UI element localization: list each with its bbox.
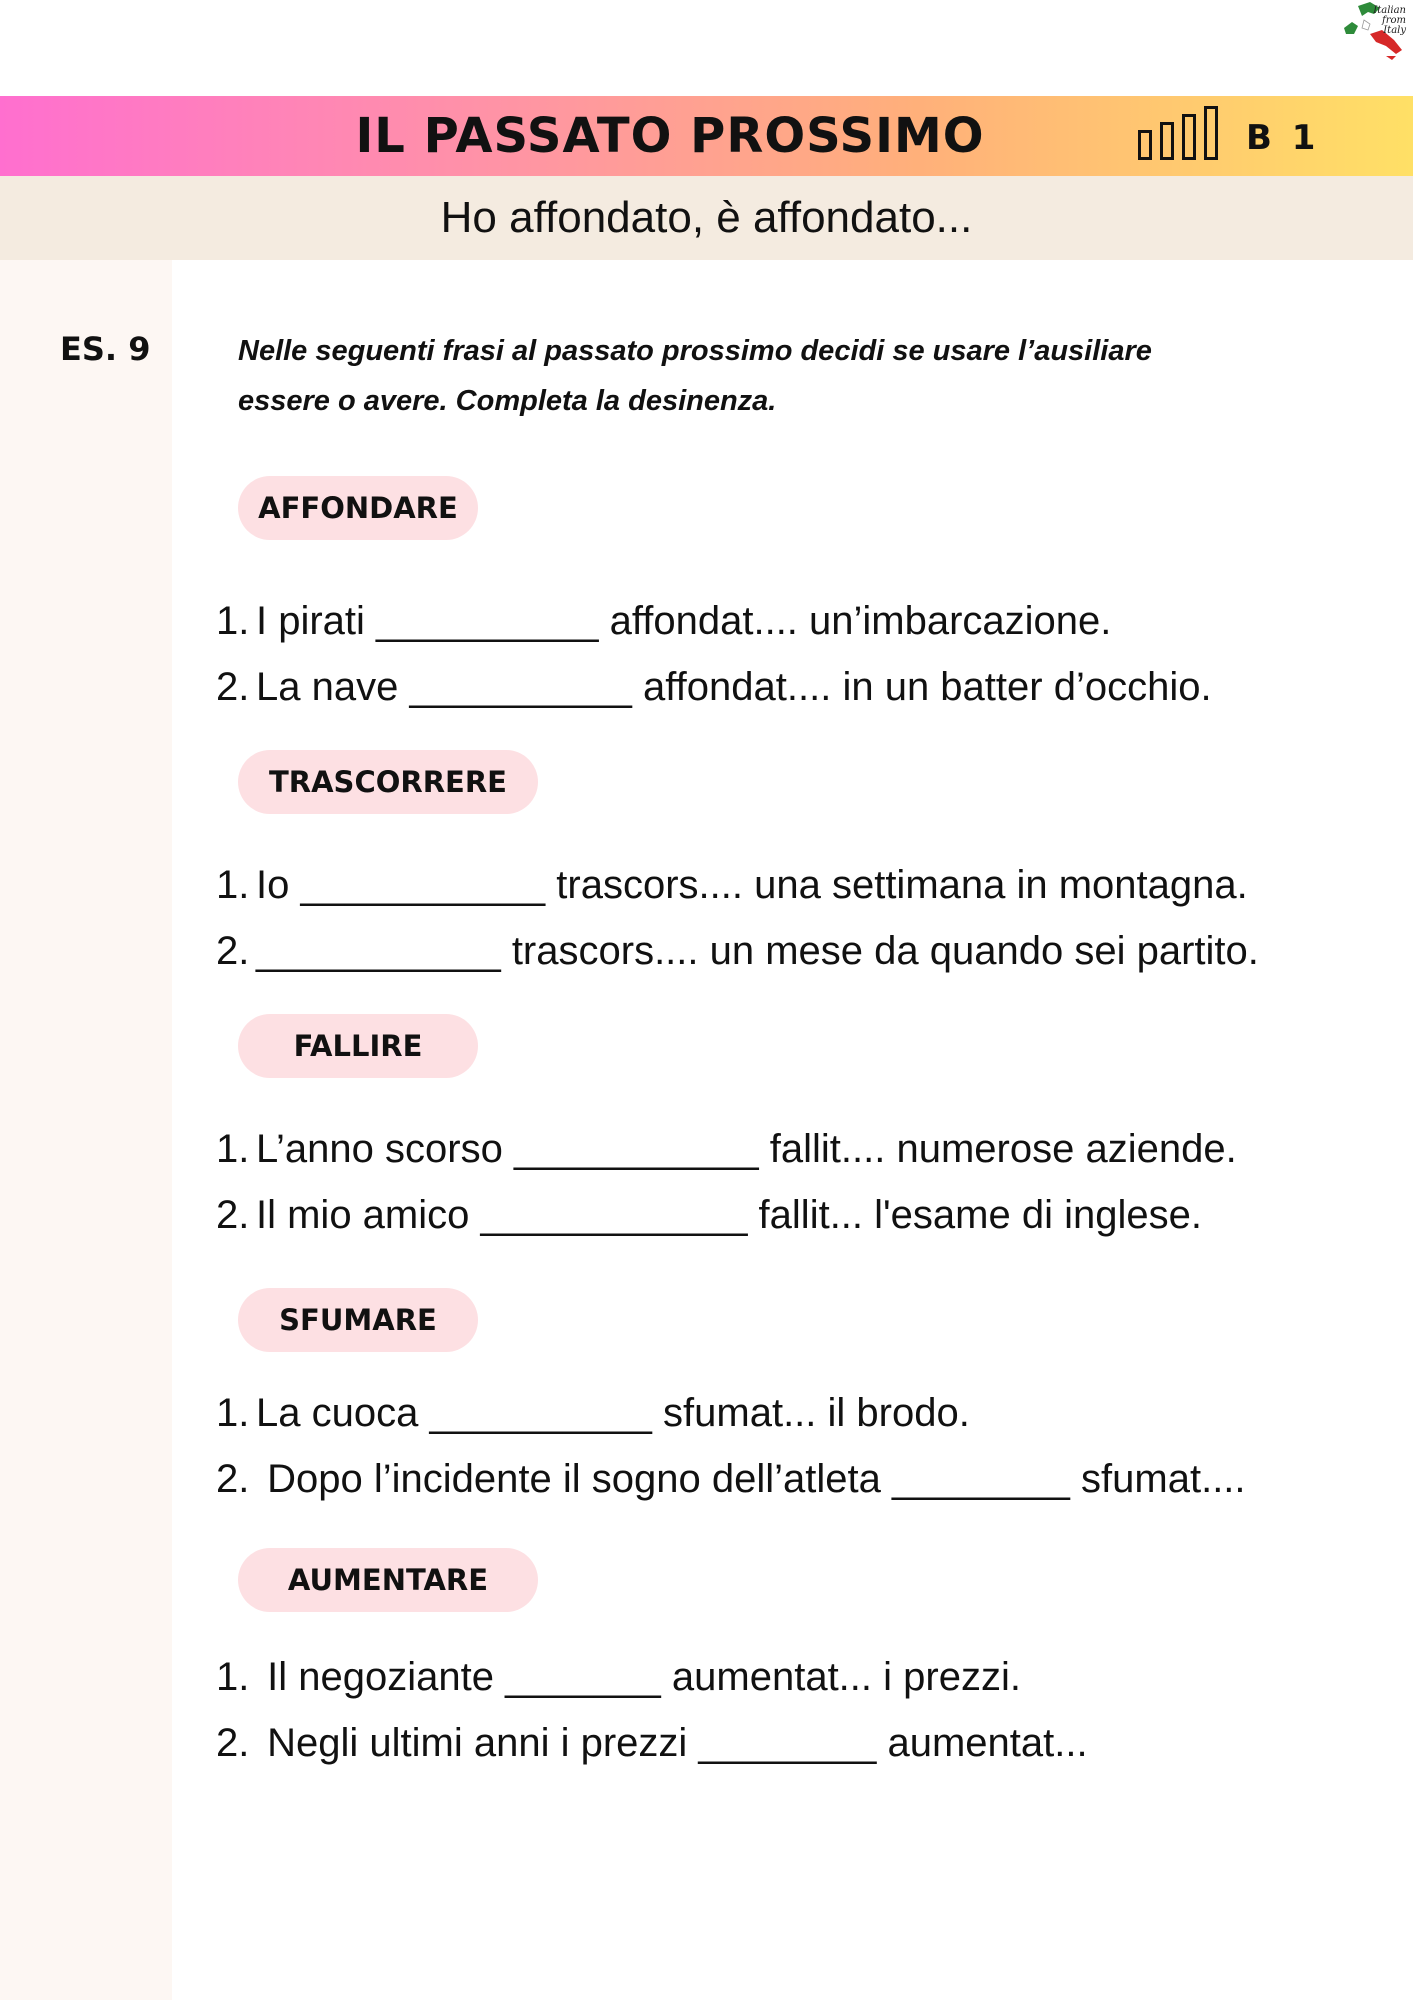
sentence-item xyxy=(216,1652,1021,1702)
sentence-item xyxy=(216,596,1111,646)
sentence-item xyxy=(216,860,1248,910)
verb-pill-trascorrere: TRASCORRERE xyxy=(238,750,538,814)
sentence-item xyxy=(216,1718,1088,1768)
sentence-number: 1. xyxy=(216,1127,250,1171)
left-margin-strip xyxy=(0,260,172,2000)
sentence-text: L’anno scorso ___________ fallit.... numerose aziende. xyxy=(256,1127,1237,1171)
sentence-text: Il mio amico ____________ fallit... l'esame di inglese. xyxy=(256,1193,1202,1237)
sentence-item xyxy=(216,1124,1237,1174)
sentence-text: La cuoca __________ sfumat... il brodo. xyxy=(256,1391,970,1435)
level-bar-1 xyxy=(1138,130,1152,160)
sentence-text: La nave __________ affondat.... in un batter d’occhio. xyxy=(256,665,1212,709)
sentence-text: Il negoziante _______ aumentat... i prezzi. xyxy=(256,1655,1021,1699)
sentence-text: ___________ trascors.... un mese da quando sei partito. xyxy=(256,929,1259,973)
sentence-number: 2. xyxy=(216,929,250,973)
sentence-number: 2. xyxy=(216,1721,250,1765)
exercise-number: ES. 9 xyxy=(60,330,151,368)
sentence-number: 1. xyxy=(216,1391,250,1435)
sentence-item xyxy=(216,1190,1202,1240)
sentence-text: I pirati __________ affondat.... un’imbarcazione. xyxy=(256,599,1112,643)
level-bar-4 xyxy=(1204,106,1218,160)
sentence-text: Negli ultimi anni i prezzi ________ aumentat... xyxy=(256,1721,1088,1765)
subtitle-band xyxy=(0,176,1413,260)
sentence-number: 1. xyxy=(216,599,250,643)
logo-text: Italian from Italy xyxy=(1373,5,1406,36)
sentence-number: 2. xyxy=(216,1193,250,1237)
sentence-number: 2. xyxy=(216,1457,250,1501)
level-label: B 1 xyxy=(1246,118,1320,158)
sentence-number: 1. xyxy=(216,1655,250,1699)
instructions-line-2: essere o avere. Completa la desinenza. xyxy=(238,385,777,417)
sentence-item xyxy=(216,662,1212,712)
level-bar-2 xyxy=(1160,122,1174,160)
sentence-item xyxy=(216,1454,1246,1504)
sentence-number: 1. xyxy=(216,863,250,907)
page-subtitle: Ho affondato, è affondato... xyxy=(440,193,973,242)
page-title: IL PASSATO PROSSIMO xyxy=(355,108,985,164)
sentence-text: Io ___________ trascors.... una settimana in montagna. xyxy=(256,863,1248,907)
sentence-item xyxy=(216,1388,970,1438)
verb-pill-fallire: FALLIRE xyxy=(238,1014,478,1078)
verb-pill-sfumare: SFUMARE xyxy=(238,1288,478,1352)
verb-pill-affondare: AFFONDARE xyxy=(238,476,478,540)
level-bars-icon xyxy=(1138,96,1226,176)
italian-from-italy-logo xyxy=(1330,0,1410,62)
title-banner xyxy=(0,96,1413,176)
sentence-item xyxy=(216,926,1259,976)
instructions-line-1: Nelle seguenti frasi al passato prossimo decidi se usare l’ausiliare xyxy=(238,335,1152,367)
level-bar-3 xyxy=(1182,114,1196,160)
sentence-text: Dopo l’incidente il sogno dell’atleta ________ sfumat.... xyxy=(256,1457,1246,1501)
verb-pill-aumentare: AUMENTARE xyxy=(238,1548,538,1612)
exercise-instructions xyxy=(238,326,1258,426)
sentence-number: 2. xyxy=(216,665,250,709)
